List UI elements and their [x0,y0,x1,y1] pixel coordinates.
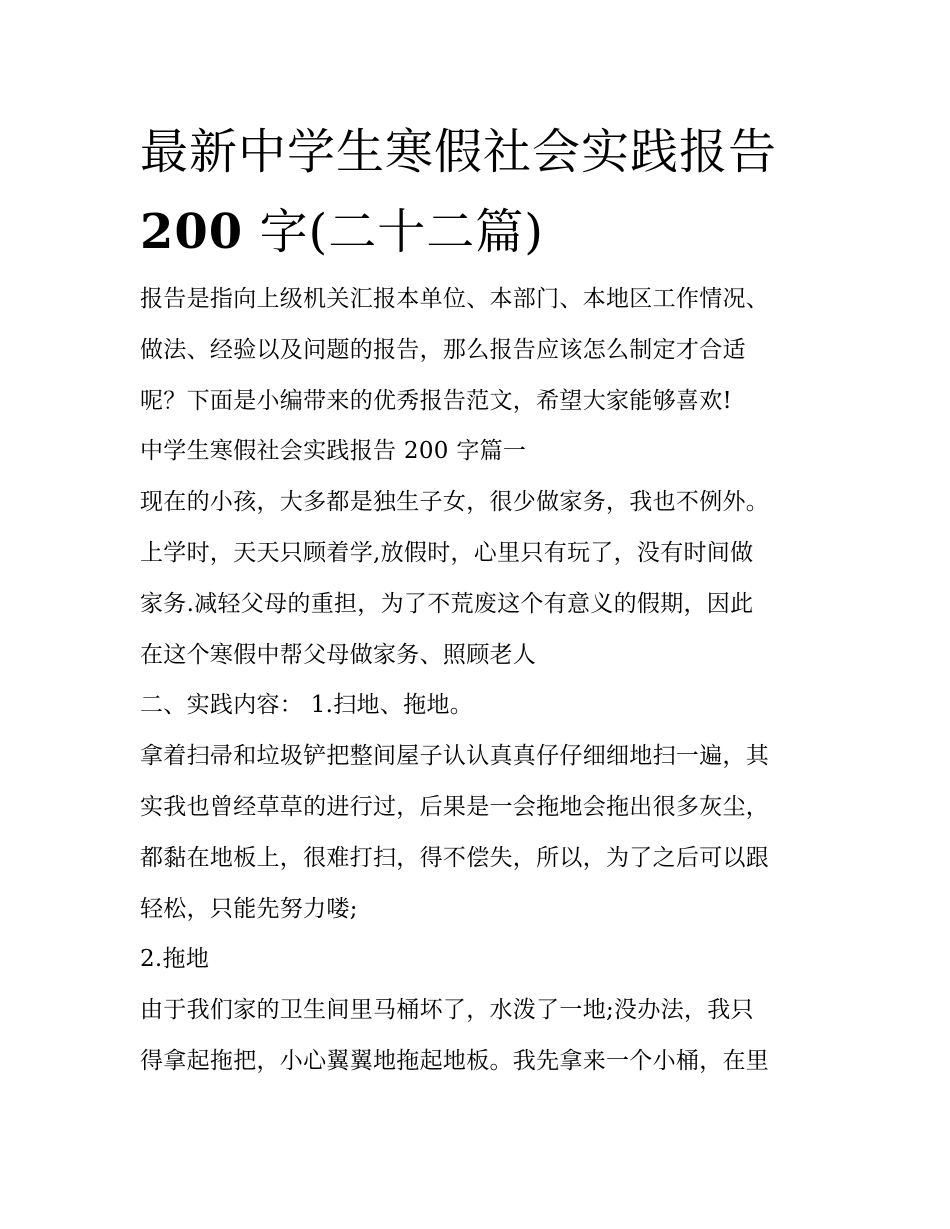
document-title [140,112,840,272]
body-line: 上学时，天天只顾着学,放假时，心里只有玩了，没有时间做 [140,539,754,566]
body-line: 都黏在地板上，很难打扫，得不偿失，所以，为了之后可以跟 [140,844,770,871]
body-line: 呢？下面是小编带来的优秀报告范文，希望大家能够喜欢! [140,387,733,414]
body-line: 拿着扫帚和垃圾铲把整间屋子认认真真仔仔细细地扫一遍，其 [140,743,770,770]
section-heading: 2.拖地 [140,946,210,973]
body-line: 报告是指向上级机关汇报本单位、本部门、本地区工作情况、 [140,286,770,312]
title-suffix: 字(二十二篇) [243,204,544,260]
title-line-1: 最新中学生寒假社会实践报告 [140,124,778,180]
body-line: 在这个寒假中帮父母做家务、照顾老人 [140,641,537,668]
title-number: 200 [140,204,244,260]
section-heading: 二、实践内容： 1.扫地、拖地。 [140,692,474,719]
body-line: 现在的小孩，大多都是独生子女，很少做家务，我也不例外。 [140,489,770,516]
body-line: 得拿起拖把，小心翼翼地拖起地板。我先拿来一个小桶，在里 [140,1047,770,1074]
body-line: 由于我们家的卫生间里马桶坏了，水泼了一地;没办法，我只 [140,997,754,1024]
section-heading: 中学生寒假社会实践报告 200 字篇一 [140,438,527,465]
body-line: 轻松，只能先努力喽; [140,895,358,922]
document-body [140,274,820,1087]
body-line: 家务.减轻父母的重担，为了不荒废这个有意义的假期，因此 [140,590,754,617]
body-line: 做法、经验以及问题的报告，那么报告应该怎么制定才合适 [140,336,746,363]
body-line: 实我也曾经草草的进行过，后果是一会拖地会拖出很多灰尘， [140,793,770,820]
